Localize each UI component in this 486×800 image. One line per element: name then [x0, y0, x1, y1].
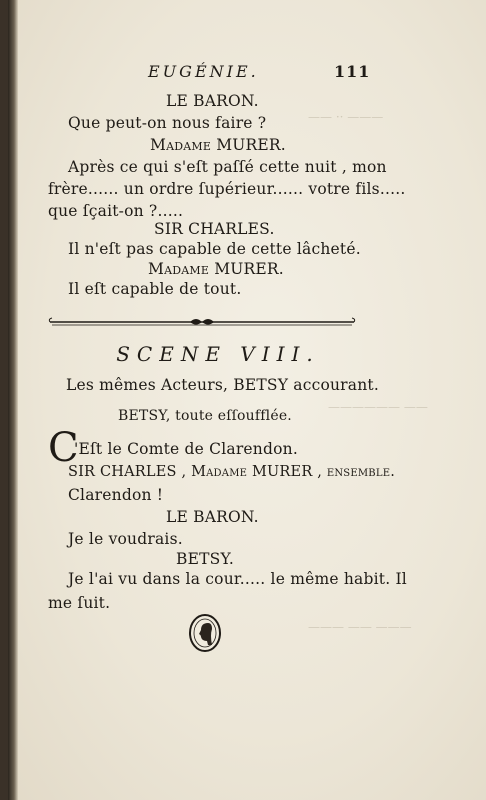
text-line: Après ce qui s'eſt paſſé cette nuit , mon [68, 158, 387, 176]
text-line: Je le voudrais. [68, 530, 183, 548]
speaker-label: BETSY. [176, 550, 235, 568]
text-line: Il n'eſt pas capable de cette lâcheté. [68, 240, 361, 258]
show-through: —————— —— [328, 400, 428, 414]
ornamental-rule [48, 317, 356, 327]
text-line: Il eſt capable de tout. [68, 280, 242, 298]
text-line: Je l'ai vu dans la cour..... le même habit. Il [68, 570, 407, 588]
text-line: que ſçait-on ?..... [48, 202, 184, 220]
page-number: 111 [334, 62, 371, 81]
show-through: —— ·· ——— [308, 110, 384, 124]
drop-cap: C [48, 425, 79, 471]
speaker-label: Madame MURER. [150, 136, 286, 154]
portrait-medallion-icon [188, 613, 222, 653]
book-page [8, 0, 486, 800]
speaker-label: Madame MURER. [148, 260, 284, 278]
text-line: frère...... un ordre ſupérieur...... votre fils..... [48, 180, 406, 198]
speaker-label: SIR CHARLES. [154, 220, 275, 238]
cast-line: Les mêmes Acteurs, BETSY accourant. [66, 376, 379, 394]
text-line: Clarendon ! [68, 486, 164, 504]
book-spine [8, 0, 18, 800]
scene-title: SCENE VIII. [116, 342, 320, 366]
running-head: EUGÉNIE. [148, 62, 259, 81]
text-line: 'Eſt le Comte de Clarendon. [74, 440, 298, 458]
speaker-label: BETSY, toute eſſoufflée. [118, 408, 292, 424]
show-through: ——— —— ——— [308, 620, 412, 634]
speaker-label: LE BARON. [166, 92, 259, 110]
text-line: Que peut-on nous faire ? [68, 114, 267, 132]
text-line: me ſuit. [48, 594, 111, 612]
speaker-label: LE BARON. [166, 508, 259, 526]
speaker-label: SIR CHARLES , Madame MURER , enſemble. [68, 464, 395, 480]
